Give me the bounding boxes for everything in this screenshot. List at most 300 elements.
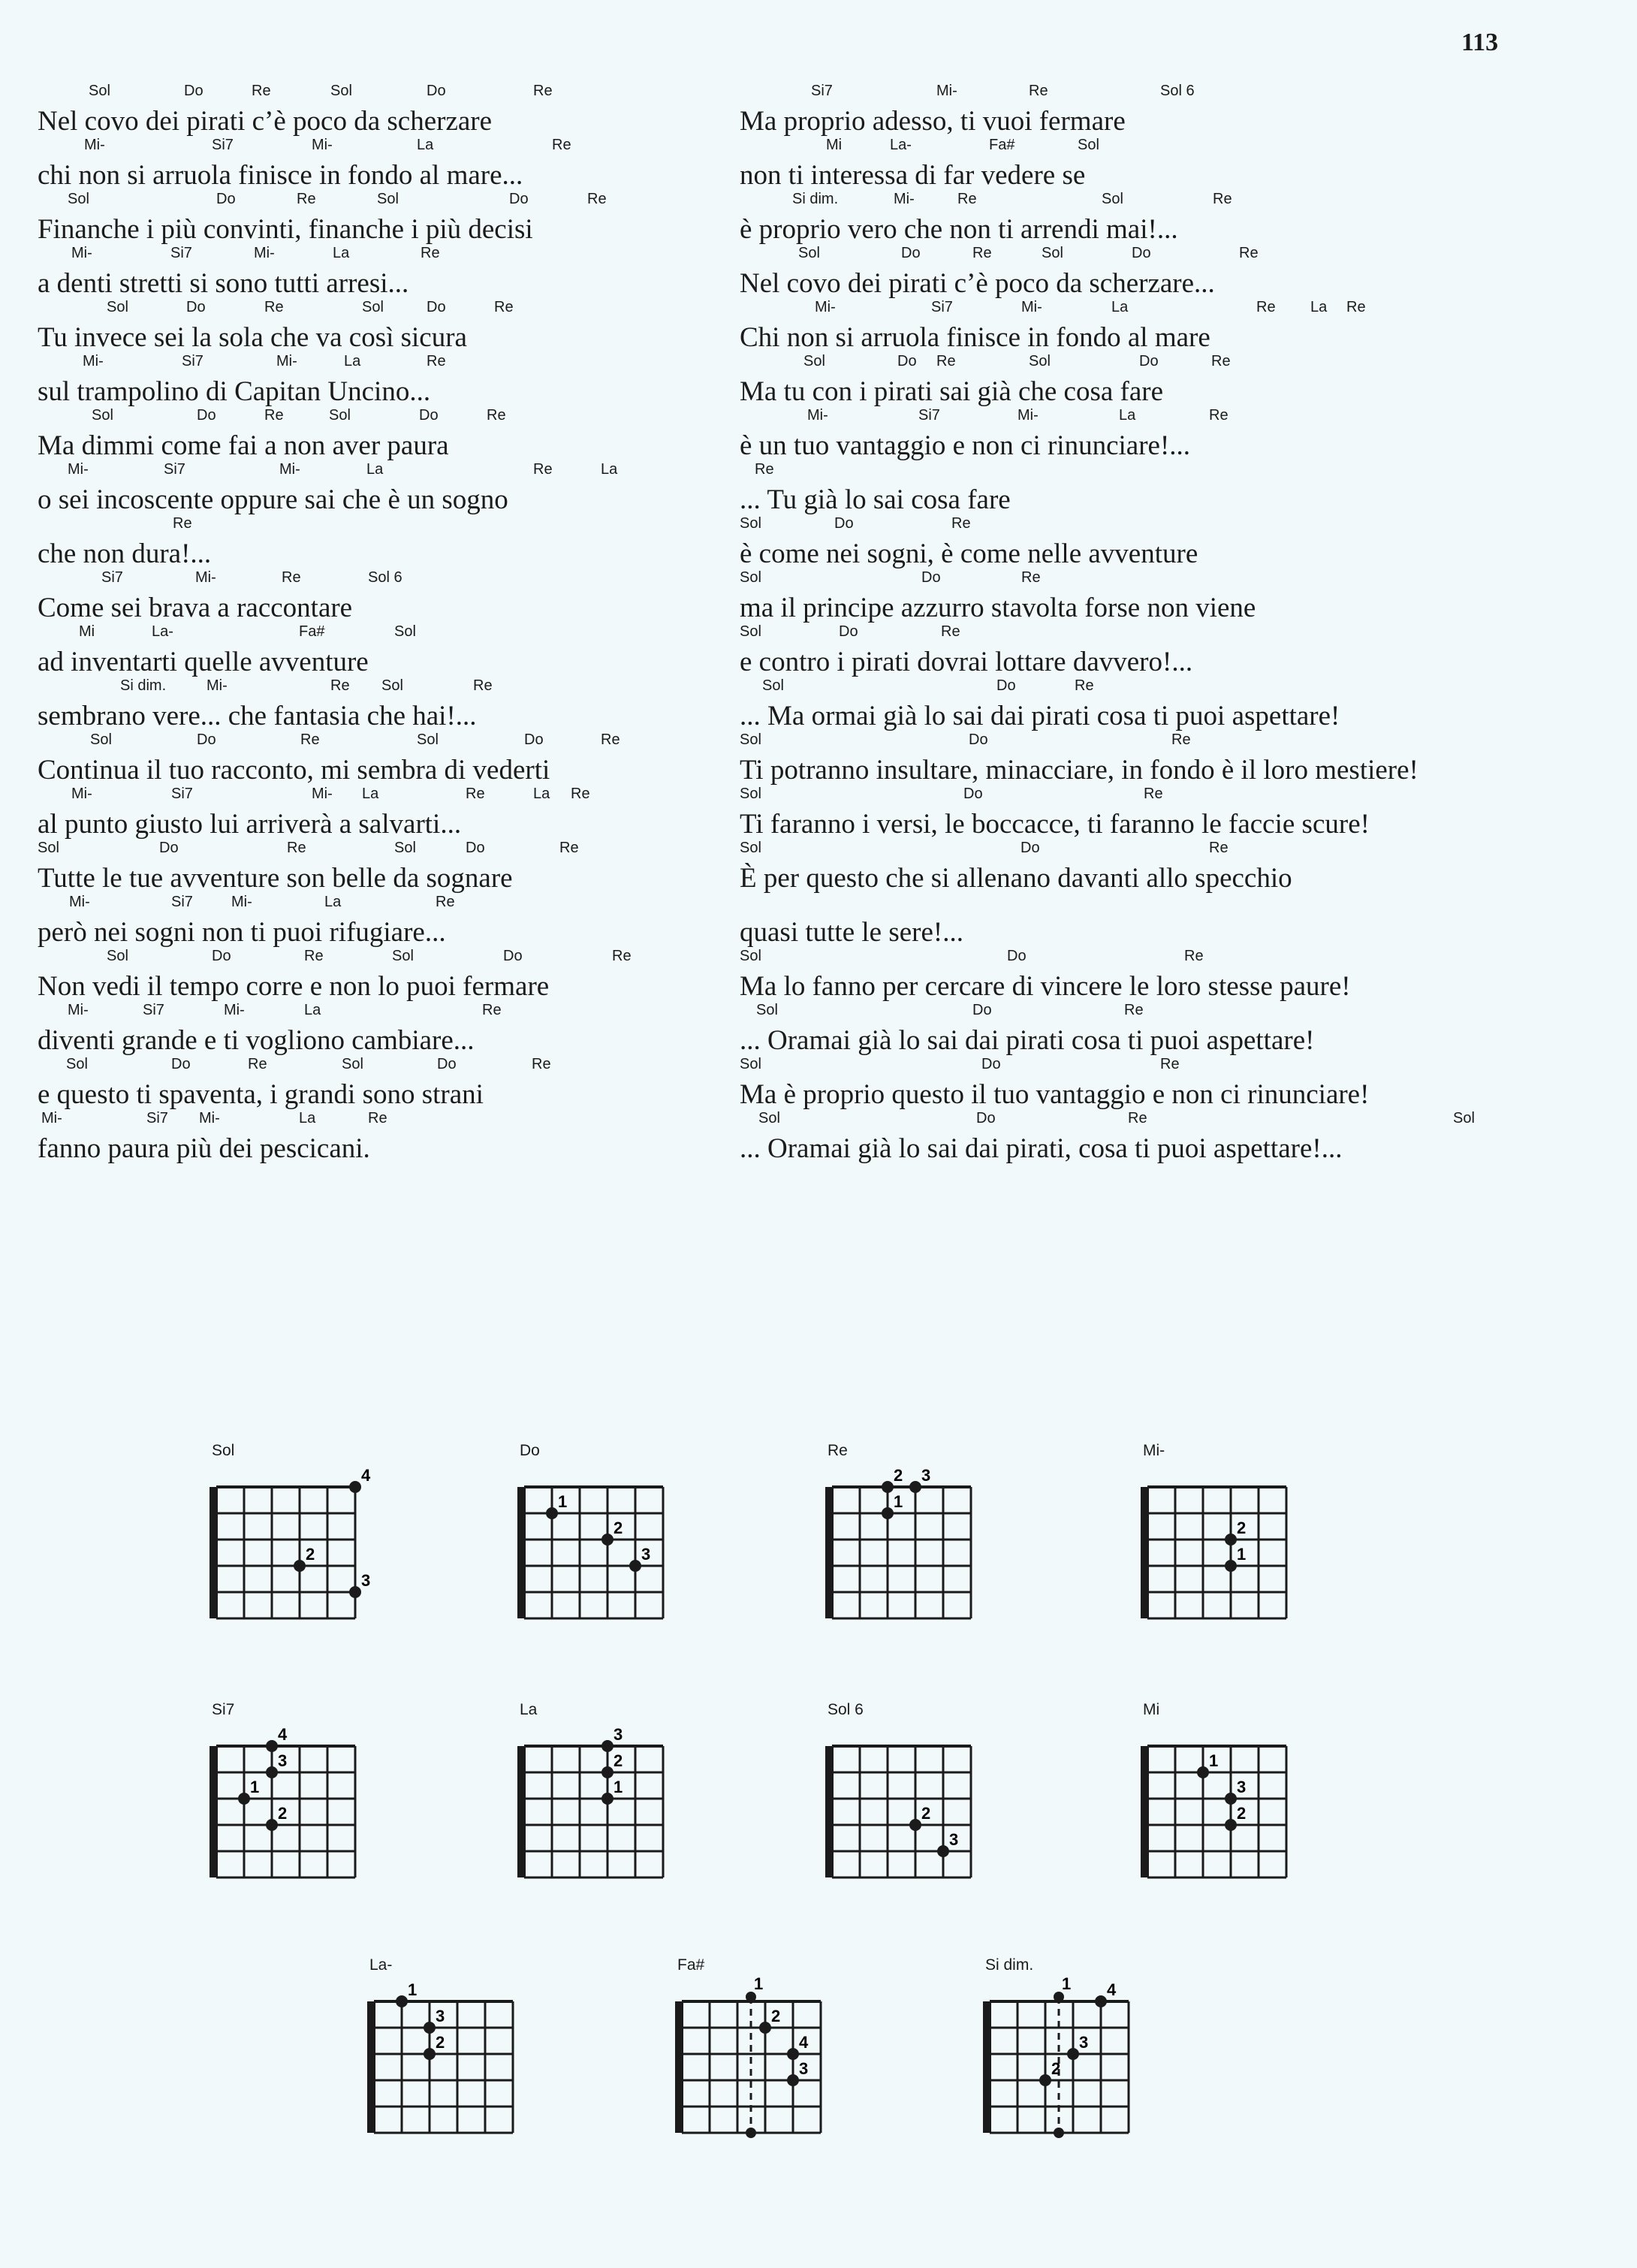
lyric-line: [38, 461, 788, 515]
finger-number: 3: [921, 1466, 931, 1485]
nut-bar: [367, 2001, 372, 2133]
chord-label: La: [1119, 407, 1136, 424]
finger-number: 2: [771, 2007, 781, 2025]
finger-number: 1: [1237, 1545, 1247, 1564]
chord-label: Re: [282, 569, 301, 586]
chord-label: Mi-: [224, 1002, 245, 1018]
chord-label: Sol: [756, 1002, 778, 1018]
chord-label: Do: [524, 731, 544, 748]
chord-row: [38, 137, 788, 155]
lyric-line: [38, 1056, 788, 1110]
chord-label: Do: [963, 786, 983, 802]
chord-label: Re: [368, 1110, 387, 1126]
lyric-text: Ma lo fanno per cercare di vincere le loro stesse paure!: [740, 971, 1351, 1002]
lyric-line: [740, 1110, 1618, 1164]
chord-label: Re: [533, 83, 553, 99]
chord-label: Sol: [107, 948, 128, 964]
chord-label: Re: [533, 461, 553, 478]
finger-number: 3: [361, 1571, 371, 1590]
chord-label: Mi-: [1017, 407, 1039, 424]
lyric-text: Finanche i più convinti, finanche i più decisi: [38, 214, 533, 245]
finger-number: 1: [1209, 1751, 1219, 1770]
lyric-line: [38, 353, 788, 407]
lyric-text: Non vedi il tempo corre e non lo puoi fermare: [38, 971, 550, 1002]
finger-number: 1: [894, 1492, 903, 1511]
chord-grid: [517, 1701, 757, 1941]
chord-label: Mi-: [279, 461, 300, 478]
chord-row: [740, 1056, 1618, 1074]
chord-label: Sol: [740, 840, 761, 856]
chord-label: Do: [212, 948, 231, 964]
chord-label: Re: [1021, 569, 1041, 586]
chord-label: Re: [421, 245, 440, 261]
chord-row: [38, 894, 788, 912]
chord-label: Re: [601, 731, 620, 748]
finger-dot: [937, 1845, 949, 1857]
chord-row: [740, 840, 1618, 858]
lyric-text: Ti faranno i versi, le boccacce, ti faranno le faccie scure!: [740, 809, 1370, 840]
chord-label: Re: [252, 83, 271, 99]
finger-dot: [294, 1560, 306, 1572]
chord-row: [38, 299, 788, 317]
chord-row: [740, 623, 1618, 641]
chord-diagram: [209, 1701, 449, 1941]
chord-label: Do: [427, 83, 446, 99]
chord-label: Re: [466, 786, 485, 802]
lyric-line: [38, 191, 788, 245]
chord-row: [740, 894, 1618, 912]
chord-row: [740, 137, 1618, 155]
nut-bar: [825, 1746, 831, 1877]
chord-diagram-name: La-: [369, 1956, 393, 1974]
chord-label: La: [324, 894, 342, 910]
lyric-line: [740, 623, 1618, 677]
chord-label: Do: [921, 569, 941, 586]
chord-label: Do: [901, 245, 921, 261]
chord-label: Re: [1239, 245, 1259, 261]
chord-label: Re: [571, 786, 590, 802]
lyric-text: a denti stretti si sono tutti arresi...: [38, 268, 409, 299]
chord-label: Si7: [212, 137, 234, 153]
chord-row: [38, 569, 788, 587]
finger-dot: [266, 1766, 278, 1778]
lyric-line: [740, 894, 1618, 948]
chord-label: Re: [532, 1056, 551, 1072]
chord-label: Re: [957, 191, 977, 207]
finger-number: 1: [754, 1974, 764, 1993]
chord-row: [740, 407, 1618, 425]
finger-dot: [1225, 1793, 1237, 1805]
chord-label: Si7: [170, 245, 192, 261]
chord-label: Si7: [171, 786, 193, 802]
chord-label: Mi-: [68, 1002, 89, 1018]
chord-label: Si dim.: [792, 191, 839, 207]
nut-bar: [517, 1487, 523, 1618]
finger-dot: [882, 1481, 894, 1493]
chord-label: Re: [1128, 1110, 1147, 1126]
chord-label: La-: [890, 137, 912, 153]
chord-label: Sol: [107, 299, 128, 315]
finger-dot: [349, 1481, 361, 1493]
lyric-line: [740, 407, 1618, 461]
chord-grid: [517, 1442, 757, 1682]
lyric-line: [38, 677, 788, 731]
lyric-text: Ti potranno insultare, minacciare, in fondo è il loro mestiere!: [740, 755, 1418, 786]
chord-label: Sol: [66, 1056, 88, 1072]
chord-label: Si7: [164, 461, 185, 478]
chord-label: Mi: [79, 623, 95, 640]
lyric-line: [38, 623, 788, 677]
chord-label: Fa#: [989, 137, 1015, 153]
chord-row: [38, 677, 788, 695]
chord-label: Mi-: [199, 1110, 220, 1126]
chord-label: Do: [981, 1056, 1001, 1072]
chord-label: Sol: [762, 677, 784, 694]
finger-dot: [424, 2048, 436, 2060]
lyric-text: al punto giusto lui arriverà a salvarti...: [38, 809, 462, 840]
lyric-text: Come sei brava a raccontare: [38, 593, 353, 623]
chord-label: Sol: [1102, 191, 1123, 207]
chord-label: Do: [184, 83, 203, 99]
chord-diagram-name: Mi-: [1143, 1442, 1165, 1459]
chord-label: Sol: [740, 569, 761, 586]
chord-label: Re: [1029, 83, 1048, 99]
chord-diagram-name: Si dim.: [985, 1956, 1034, 1974]
chord-label: Sol: [758, 1110, 780, 1126]
chord-diagram-name: La: [520, 1701, 538, 1718]
lyric-text: Continua il tuo racconto, mi sembra di vederti: [38, 755, 550, 786]
finger-dot: [1225, 1534, 1237, 1546]
lyric-line: [38, 515, 788, 569]
chord-label: Re: [951, 515, 971, 532]
chord-label: Si7: [182, 353, 203, 369]
finger-number: 4: [1107, 1980, 1117, 1999]
lyric-line: [38, 1002, 788, 1056]
chord-label: Sol: [1078, 137, 1099, 153]
chord-label: Sol: [1042, 245, 1063, 261]
chord-label: Do: [427, 299, 446, 315]
lyric-text: È per questo che si allenano davanti allo specchio: [740, 863, 1292, 894]
chord-label: La: [366, 461, 384, 478]
chord-diagram: [674, 1956, 915, 2197]
chord-label: La: [601, 461, 618, 478]
chord-label: Sol: [89, 83, 110, 99]
chord-grid: [366, 1956, 607, 2197]
lyric-text: ... Oramai già lo sai dai pirati cosa ti puoi aspettare!: [740, 1025, 1315, 1056]
chord-label: Do: [419, 407, 439, 424]
chord-grid: [209, 1442, 449, 1682]
chord-diagram: [366, 1956, 607, 2197]
chord-label: Do: [466, 840, 485, 856]
chord-label: Mi-: [83, 353, 104, 369]
finger-dot: [1039, 2074, 1051, 2086]
lyric-line: [740, 948, 1618, 1002]
finger-number: 3: [799, 2059, 809, 2078]
finger-dot: [629, 1560, 641, 1572]
chord-label: Re: [1213, 191, 1232, 207]
chord-label: Mi-: [68, 461, 89, 478]
chord-label: Do: [897, 353, 917, 369]
finger-number: 1: [558, 1492, 568, 1511]
lyric-line: [38, 83, 788, 137]
chord-label: Re: [297, 191, 316, 207]
lyric-line: [38, 407, 788, 461]
chord-label: Do: [996, 677, 1016, 694]
barre-dot: [1054, 2128, 1064, 2138]
lyric-text: ... Tu già lo sai cosa fare: [740, 484, 1011, 515]
lyric-line: [38, 299, 788, 353]
chord-label: Re: [1346, 299, 1366, 315]
lyric-line: [740, 786, 1618, 840]
chord-label: Do: [839, 623, 858, 640]
finger-dot: [787, 2074, 799, 2086]
finger-number: 3: [949, 1830, 959, 1849]
lyric-line: [38, 137, 788, 191]
finger-dot: [601, 1793, 613, 1805]
chord-label: Si7: [931, 299, 953, 315]
chord-row: [38, 623, 788, 641]
lyric-line: [740, 461, 1618, 515]
chord-label: Sol: [798, 245, 820, 261]
chord-label: Re: [287, 840, 306, 856]
chord-label: Si dim.: [120, 677, 167, 694]
chord-label: Mi-: [815, 299, 836, 315]
lyric-text: o sei incoscente oppure sai che è un sogno: [38, 484, 508, 515]
lyric-line: [740, 191, 1618, 245]
chord-row: [38, 948, 788, 966]
lyric-line: [38, 569, 788, 623]
chord-label: Si7: [171, 894, 193, 910]
chord-row: [38, 353, 788, 371]
chord-label: Do: [171, 1056, 191, 1072]
chord-label: Mi-: [84, 137, 105, 153]
chord-diagram: [825, 1701, 1065, 1941]
chord-label: Do: [197, 731, 216, 748]
chord-grid: [825, 1701, 1065, 1941]
chord-label: Do: [509, 191, 529, 207]
chord-row: [38, 407, 788, 425]
chord-row: [38, 786, 788, 804]
chord-label: Si7: [146, 1110, 168, 1126]
finger-number: 2: [613, 1751, 623, 1770]
chord-label: Re: [1075, 677, 1094, 694]
chord-label: Sol: [1453, 1110, 1475, 1126]
barre-dot: [746, 1992, 756, 2002]
chord-row: [38, 840, 788, 858]
chord-label: Mi-: [231, 894, 252, 910]
chord-label: Mi-: [71, 786, 92, 802]
chord-label: Sol: [90, 731, 112, 748]
chord-diagram: [825, 1442, 1065, 1682]
chord-label: Mi-: [69, 894, 90, 910]
chord-label: Re: [936, 353, 956, 369]
chord-label: Mi-: [207, 677, 228, 694]
chord-label: Re: [1144, 786, 1163, 802]
chord-row: [740, 83, 1618, 101]
lyric-text: non ti interessa di far vedere se: [740, 160, 1086, 191]
chord-label: Do: [437, 1056, 457, 1072]
finger-dot: [396, 1995, 408, 2007]
nut-bar: [1141, 1746, 1146, 1877]
nut-bar: [983, 2001, 988, 2133]
lyric-text: però nei sogni non ti puoi rifugiare...: [38, 917, 446, 948]
chord-label: Sol: [740, 948, 761, 964]
finger-dot: [787, 2048, 799, 2060]
chord-label: Re: [330, 677, 350, 694]
chord-label: Mi-: [41, 1110, 62, 1126]
chord-label: Sol: [1029, 353, 1051, 369]
chord-label: Sol: [740, 786, 761, 802]
finger-number: 3: [641, 1545, 651, 1564]
chord-grid: [1140, 1442, 1380, 1682]
lyric-text: Ma tu con i pirati sai già che cosa fare: [740, 376, 1164, 407]
chord-label: La: [1111, 299, 1129, 315]
chord-label: Re: [612, 948, 632, 964]
chord-row: [740, 515, 1618, 533]
lyric-text: Nel covo dei pirati c’è poco da scherzare...: [740, 268, 1215, 299]
finger-number: 4: [278, 1725, 288, 1744]
finger-dot: [266, 1740, 278, 1752]
lyric-text: Nel covo dei pirati c’è poco da scherzare: [38, 106, 493, 137]
chord-label: Sol 6: [1160, 83, 1195, 99]
chord-label: Re: [552, 137, 571, 153]
chord-diagram: [517, 1442, 757, 1682]
nut-bar: [517, 1746, 523, 1877]
chord-label: Si7: [918, 407, 940, 424]
chord-diagrams: [0, 1442, 1637, 2268]
lyric-text: sul trampolino di Capitan Uncino...: [38, 376, 431, 407]
chord-label: Mi-: [71, 245, 92, 261]
chord-row: [38, 1110, 788, 1128]
finger-dot: [909, 1481, 921, 1493]
lyric-line: [38, 948, 788, 1002]
finger-dot: [759, 2022, 771, 2034]
chord-row: [740, 569, 1618, 587]
chord-label: Re: [427, 353, 446, 369]
chord-label: La: [417, 137, 434, 153]
finger-dot: [601, 1766, 613, 1778]
chord-label: La: [299, 1110, 316, 1126]
chord-label: Mi-: [312, 786, 333, 802]
chord-label: Do: [834, 515, 854, 532]
lyric-text: Ma dimmi come fai a non aver paura: [38, 430, 449, 461]
chord-label: La: [344, 353, 361, 369]
chord-diagram-name: Fa#: [677, 1956, 705, 1974]
lyric-text: Ma è proprio questo il tuo vantaggio e non ci rinunciare!: [740, 1079, 1370, 1110]
chord-label: Re: [248, 1056, 267, 1072]
chord-label: Re: [1184, 948, 1204, 964]
chord-label: Sol: [330, 83, 352, 99]
chord-label: Mi-: [312, 137, 333, 153]
finger-dot: [1095, 1995, 1107, 2007]
lyric-line: [38, 894, 788, 948]
chord-row: [740, 786, 1618, 804]
chord-label: Do: [1007, 948, 1027, 964]
chord-label: Sol: [92, 407, 113, 424]
finger-dot: [601, 1534, 613, 1546]
page-number: 113: [1461, 29, 1499, 56]
nut-bar: [825, 1487, 831, 1618]
chord-label: La: [1310, 299, 1328, 315]
chord-label: Do: [159, 840, 179, 856]
chord-label: Sol: [377, 191, 399, 207]
finger-number: 2: [894, 1466, 903, 1485]
finger-dot: [1225, 1819, 1237, 1831]
chord-label: Mi: [826, 137, 843, 153]
chord-label: Re: [264, 299, 284, 315]
lyric-text: Tutte le tue avventure son belle da sognare: [38, 863, 513, 894]
finger-number: 3: [1237, 1778, 1247, 1796]
lyric-text: è proprio vero che non ti arrendi mai!...: [740, 214, 1178, 245]
lyric-line: [740, 840, 1618, 894]
chord-diagram: [1140, 1442, 1380, 1682]
chord-label: Mi-: [254, 245, 275, 261]
lyric-line: [740, 1002, 1618, 1056]
lyric-line: [740, 569, 1618, 623]
chord-row: [38, 461, 788, 479]
chord-label: La: [362, 786, 379, 802]
chord-label: Sol: [394, 623, 416, 640]
chord-label: Fa#: [299, 623, 325, 640]
lyric-line: [740, 299, 1618, 353]
finger-number: 1: [408, 1980, 418, 1999]
chord-label: Do: [186, 299, 206, 315]
lyric-text: ... Ma ormai già lo sai dai pirati cosa ti puoi aspettare!: [740, 701, 1340, 731]
finger-number: 2: [613, 1519, 623, 1537]
finger-dot: [909, 1819, 921, 1831]
chord-label: Do: [503, 948, 523, 964]
lyric-text: Chi non si arruola finisce in fondo al mare: [740, 322, 1210, 353]
chord-label: Si7: [811, 83, 833, 99]
lyric-line: [740, 83, 1618, 137]
chord-label: Sol: [417, 731, 439, 748]
finger-dot: [546, 1507, 558, 1519]
chord-label: Re: [300, 731, 320, 748]
chord-row: [38, 191, 788, 209]
finger-number: 2: [1237, 1804, 1247, 1823]
lyric-text: è un tuo vantaggio e non ci rinunciare!...: [740, 430, 1191, 461]
chord-row: [38, 83, 788, 101]
chord-label: Do: [976, 1110, 996, 1126]
lyric-text: quasi tutte le sere!...: [740, 917, 963, 948]
finger-number: 3: [278, 1751, 288, 1770]
chord-label: Mi-: [936, 83, 957, 99]
finger-dot: [424, 2022, 436, 2034]
finger-dot: [266, 1819, 278, 1831]
chord-row: [38, 1056, 788, 1074]
finger-number: 2: [921, 1804, 931, 1823]
lyric-line: [740, 677, 1618, 731]
chord-diagram-name: Si7: [212, 1701, 235, 1718]
finger-number: 1: [613, 1778, 623, 1796]
chord-row: [740, 731, 1618, 749]
chord-label: Mi-: [894, 191, 915, 207]
chord-row: [740, 245, 1618, 263]
lyric-line: [740, 137, 1618, 191]
chord-label: Do: [1132, 245, 1151, 261]
nut-bar: [210, 1746, 215, 1877]
chord-row: [38, 1002, 788, 1020]
chord-label: Sol: [740, 731, 761, 748]
chord-label: Do: [1020, 840, 1040, 856]
chord-label: Re: [559, 840, 579, 856]
chord-label: Re: [587, 191, 607, 207]
lyric-text: ... Oramai già lo sai dai pirati, cosa ti puoi aspettare!...: [740, 1133, 1343, 1164]
lyrics-right-column: [740, 83, 1618, 1164]
chord-label: Sol: [740, 623, 761, 640]
lyric-line: [740, 1056, 1618, 1110]
lyric-text: diventi grande e ti vogliono cambiare...: [38, 1025, 475, 1056]
